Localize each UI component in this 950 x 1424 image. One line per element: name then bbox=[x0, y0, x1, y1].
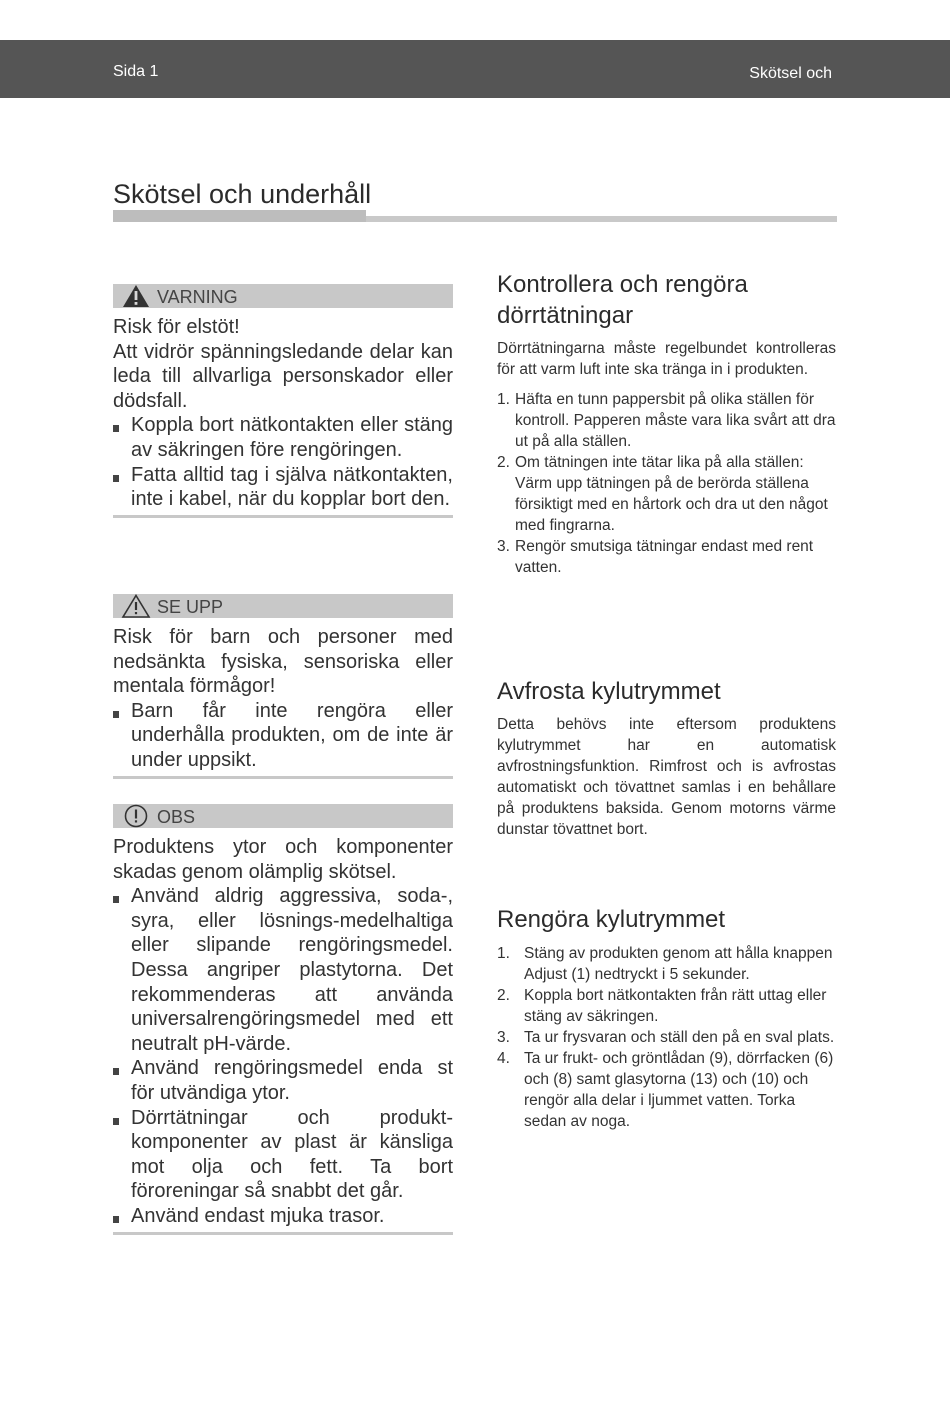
warning-rule bbox=[113, 515, 453, 518]
note-line: Produktens ytor och komponenter skadas genom olämplig skötsel. bbox=[113, 836, 453, 883]
step-text: Häfta en tunn pappersbit på olika ställen för kontroll. Papperen måste vara lika svårt att dra ut på alla ställen. bbox=[515, 391, 836, 450]
note-bullet: Använd endast mjuka trasor. bbox=[113, 1204, 453, 1229]
title-underline bbox=[113, 210, 837, 222]
section-heading: Kontrollera och rengöra dörrtätningar bbox=[497, 271, 748, 329]
section-intro: Dörrtätningarna måste regelbundet kontrolleras för att varm luft inte ska tränga in i produkten. bbox=[497, 340, 836, 378]
note-header bbox=[113, 804, 453, 828]
step-number: 1. bbox=[497, 391, 510, 408]
section-heading: Avfrosta kylutrymmet bbox=[497, 678, 721, 705]
door-seals-steps bbox=[497, 389, 836, 578]
defrost-section bbox=[497, 676, 836, 840]
note-bullet: Använd rengöringsmedel enda st för utvändiga ytor. bbox=[113, 1056, 453, 1105]
warning-notice bbox=[113, 284, 453, 518]
warning-header bbox=[113, 284, 453, 308]
warning-line: Risk för elstöt! bbox=[113, 316, 240, 338]
step-item bbox=[497, 985, 836, 1027]
step-number: 3. bbox=[497, 1029, 510, 1046]
note-label: OBS bbox=[157, 807, 196, 827]
note-body bbox=[113, 835, 453, 1229]
caution-outline-icon bbox=[121, 594, 151, 618]
step-item bbox=[497, 389, 836, 452]
clean-fridge-section bbox=[497, 904, 836, 1132]
step-text: Koppla bort nätkontakten från rätt uttag eller stäng av säkringen. bbox=[524, 987, 827, 1025]
caution-body bbox=[113, 625, 453, 773]
step-number: 2. bbox=[497, 454, 510, 471]
info-exclamation-icon bbox=[121, 804, 151, 828]
warning-filled-icon bbox=[121, 284, 151, 308]
step-item bbox=[497, 1027, 836, 1048]
caution-bullet: Barn får inte rengöra eller underhålla produkten, om de inte är under uppsikt. bbox=[113, 699, 453, 773]
warning-body bbox=[113, 315, 453, 512]
section-heading: Rengöra kylutrymmet bbox=[497, 906, 726, 933]
step-item bbox=[497, 536, 836, 578]
note-bullet: Dörrtätningar och produkt-komponenter av plast är känsliga mot olja och fett. Ta bort föroreningar så snabbt det går. bbox=[113, 1106, 453, 1204]
page-number: Sida 1 bbox=[113, 63, 159, 80]
warning-line: Att vidrör spänningsledande delar kan leda till allvarliga personskador eller dödsfall. bbox=[113, 340, 453, 412]
warning-bullet: Koppla bort nätkontakten eller stäng av säkringen före rengöringen. bbox=[113, 413, 453, 462]
step-number: 3. bbox=[497, 538, 510, 555]
caution-rule bbox=[113, 776, 453, 779]
step-item bbox=[497, 943, 836, 985]
step-text: Ta ur frysvaran och ställ den på en sval plats. bbox=[524, 1029, 835, 1046]
page-title: Skötsel och underhåll bbox=[113, 179, 372, 209]
step-number: 1. bbox=[497, 945, 510, 962]
step-text: Ta ur frukt- och gröntlådan (9), dörrfacken (6) och (8) samt glasytorna (13) och (10) och rengör alla delar i ljummet vatten. Torka sedan av noga. bbox=[524, 1050, 834, 1130]
warning-label: VARNING bbox=[157, 287, 238, 307]
caution-header bbox=[113, 594, 453, 618]
warning-bullet: Fatta alltid tag i själva nätkontakten, inte i kabel, när du kopplar bort den. bbox=[113, 463, 453, 512]
note-notice bbox=[113, 804, 453, 1235]
caution-label: SE UPP bbox=[157, 597, 224, 617]
section-text: Detta behövs inte eftersom produktens kylutrymmet har en automatisk avfrostningsfunktion. Rimfrost och is avfrostas automatiskt och tövattnet samlas i en behållare på produktens baksida. Genom motorns värme dunstar tövattnet bort. bbox=[497, 716, 836, 838]
note-rule bbox=[113, 1232, 453, 1235]
clean-fridge-steps bbox=[497, 943, 836, 1132]
door-seals-section bbox=[497, 269, 836, 578]
caution-line: Risk för barn och personer med nedsänkta fysiska, sensoriska eller mentala förmågor! bbox=[113, 626, 453, 698]
caution-notice bbox=[113, 594, 453, 779]
step-text: Rengör smutsiga tätningar endast med rent vatten. bbox=[515, 538, 814, 576]
step-item bbox=[497, 1048, 836, 1132]
step-text: Stäng av produkten genom att hålla knappen Adjust (1) nedtryckt i 5 sekunder. bbox=[524, 945, 833, 983]
page-header bbox=[0, 40, 950, 98]
step-text: Om tätningen inte tätar lika på alla ställen: Värm upp tätningen på de berörda ställena försiktigt med en hårtork och dra ut den något med fingrarna. bbox=[515, 454, 828, 534]
note-bullet: Använd aldrig aggressiva, soda-, syra, eller lösnings-medelhaltiga eller slipande rengöringsmedel. Dessa angriper plastytorna. Det rekommenderas att använda universalrengöringsmedel med ett neutralt pH-värde. bbox=[113, 884, 453, 1056]
step-number: 4. bbox=[497, 1050, 510, 1067]
step-number: 2. bbox=[497, 987, 510, 1004]
step-item bbox=[497, 452, 836, 536]
running-header-title: Skötsel och bbox=[749, 65, 832, 82]
